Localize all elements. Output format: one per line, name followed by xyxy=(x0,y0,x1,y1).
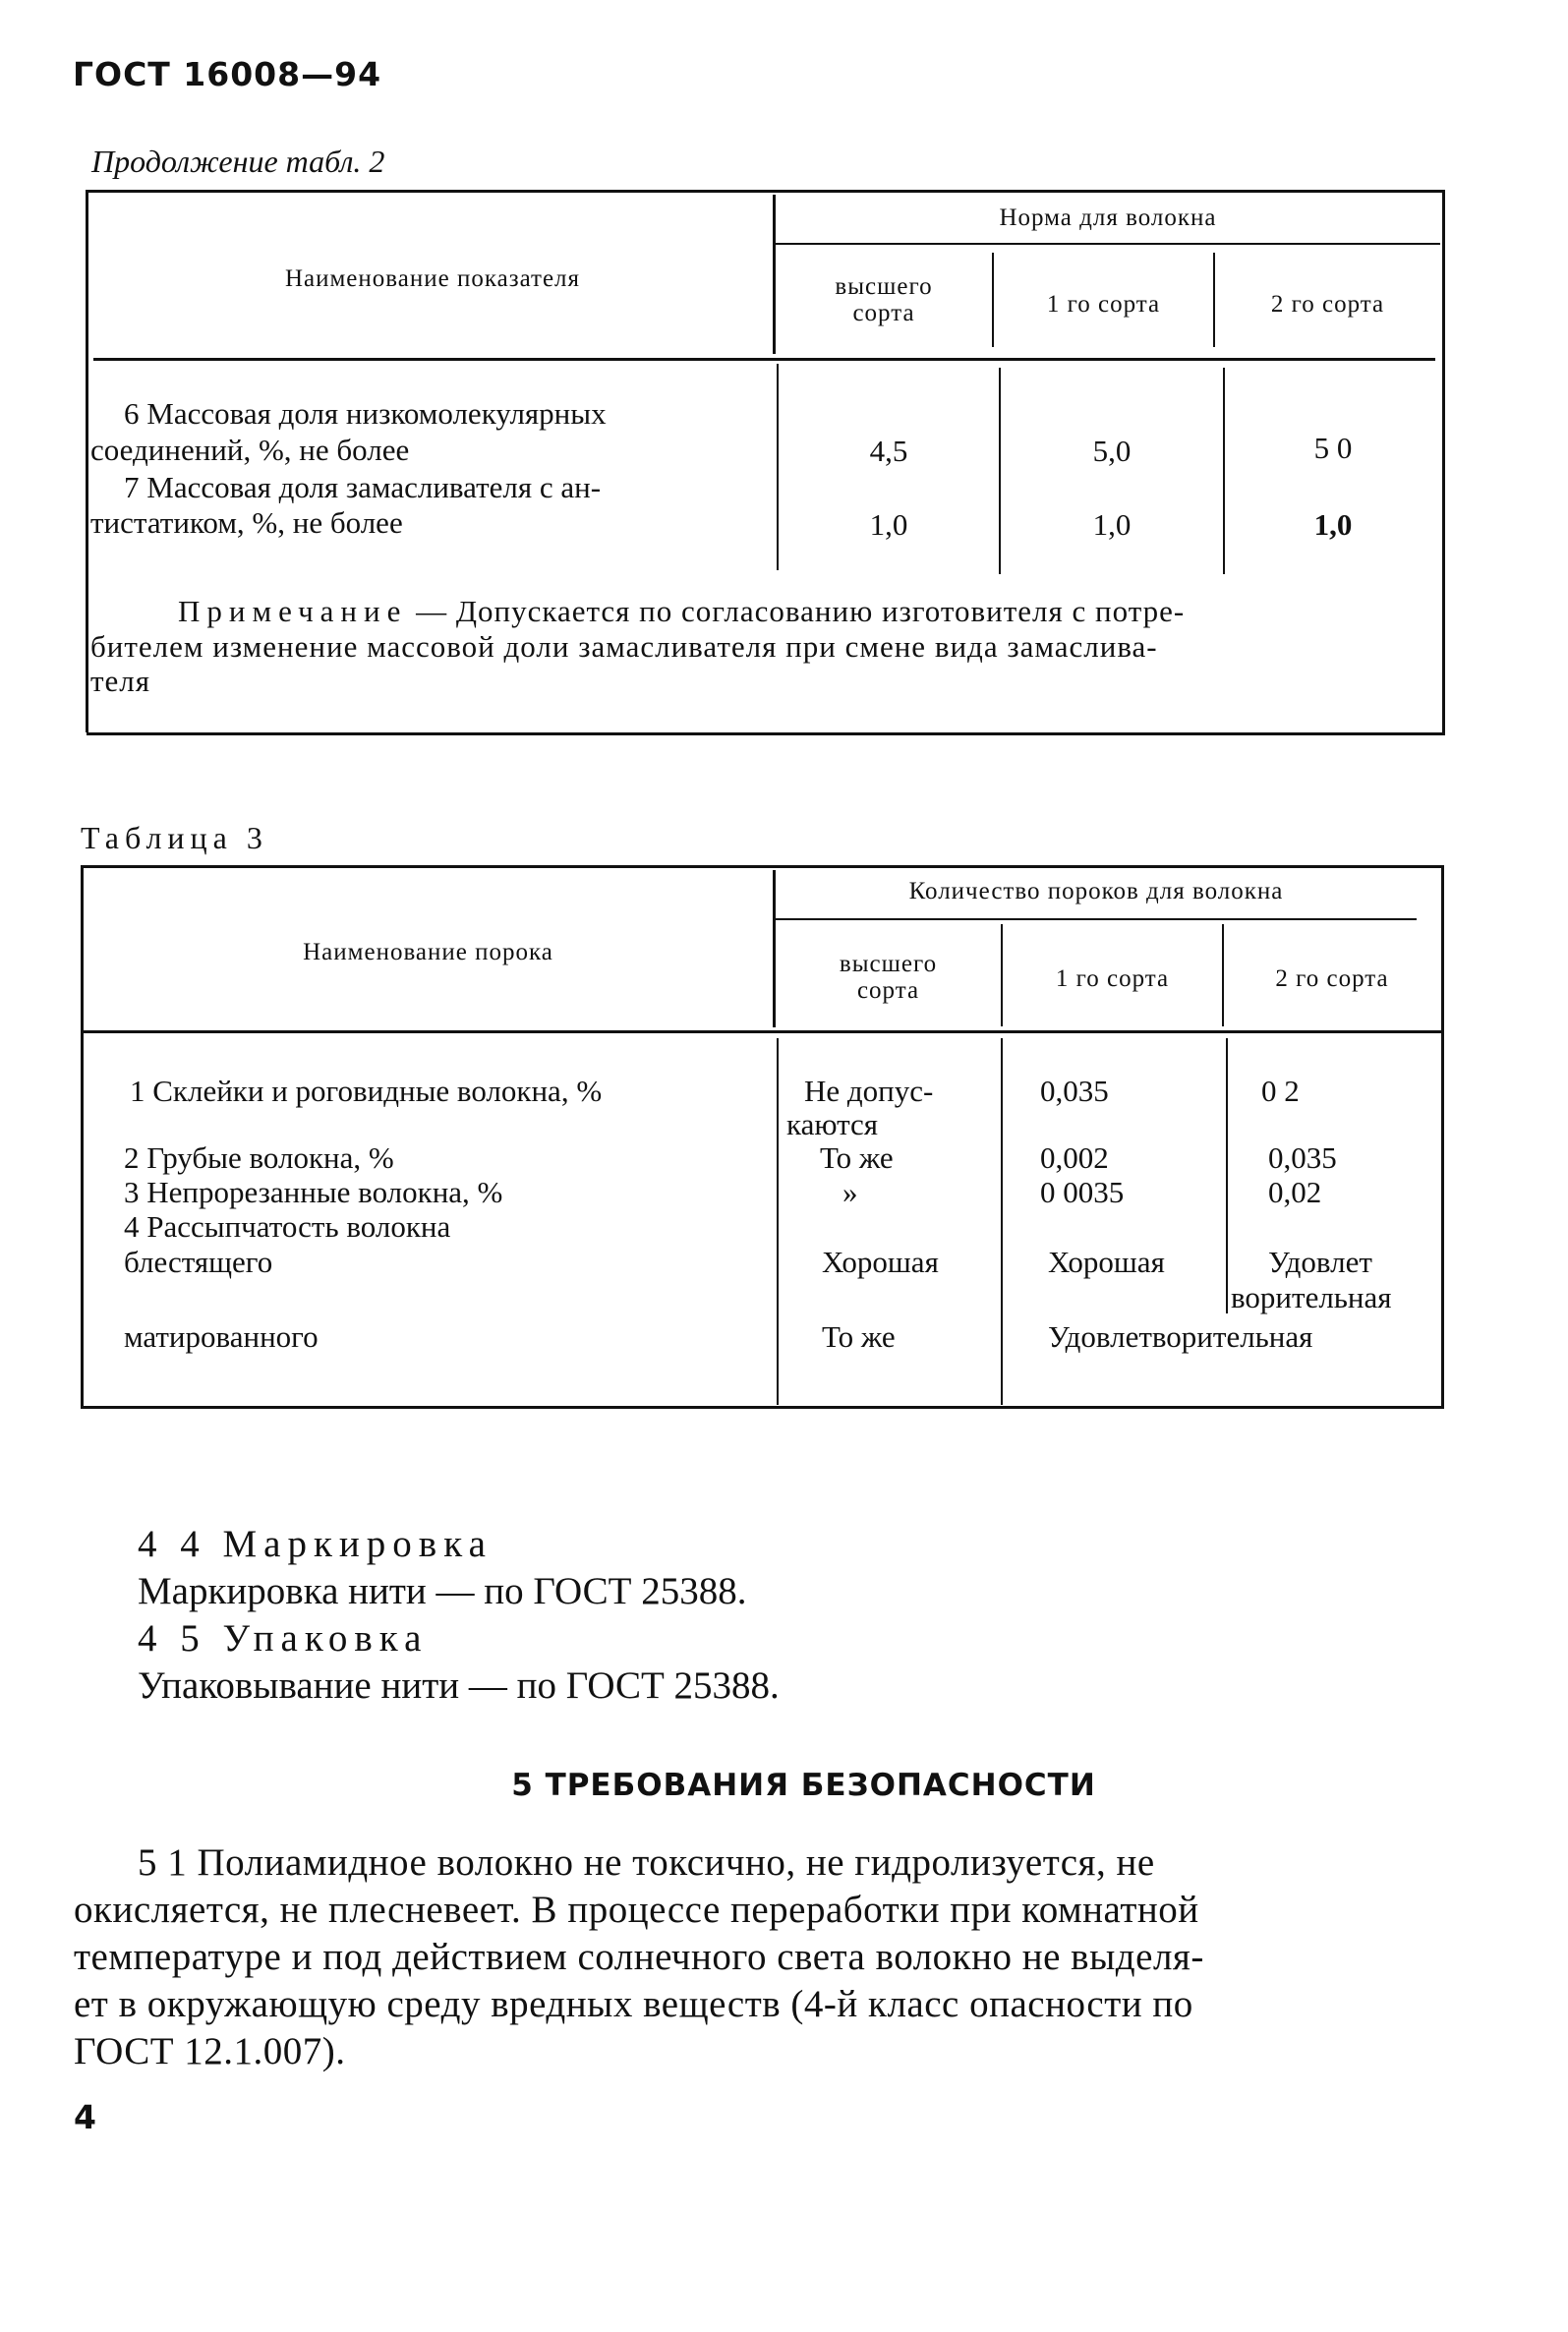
table2-note-line1: Примечание — Допускается по согласованию изготовителя с потре- xyxy=(178,594,1186,628)
table3-header-bottom xyxy=(81,1030,1441,1033)
table2-note-line2: бителем изменение массовой доли замасливателя при смене вида замаслива- xyxy=(90,629,1158,664)
table3-row3-name: 3 Непрорезанные волокна, % xyxy=(124,1175,503,1209)
table3-row3-grade1: 0 0035 xyxy=(1040,1175,1125,1209)
table2-row7-name-line1: 7 Массовая доля замасливателя с ан- xyxy=(124,470,602,504)
table2-note-line3: теля xyxy=(90,664,151,698)
table3-row4b-highest: То же xyxy=(822,1319,896,1354)
table2-row6-highest: 4,5 xyxy=(869,434,908,468)
table3-row2-name: 2 Грубые волокна, % xyxy=(124,1140,394,1175)
section-4-4-text: Маркировка нити — по ГОСТ 25388. xyxy=(138,1570,747,1612)
table2-row6-name-line2: соединений, %, не более xyxy=(90,433,410,467)
table3-row4b-name: матированного xyxy=(124,1319,319,1354)
table3-group-header: Количество пороков для волокна xyxy=(908,878,1284,904)
table2-group-underline xyxy=(776,243,1440,245)
table3-row4a-name: блестящего xyxy=(124,1245,273,1279)
table3-body-divider-2 xyxy=(1226,1038,1228,1313)
section-4-4-title-text: 4 4 Маркировка xyxy=(138,1523,493,1565)
section-5-1-line3: температуре и под действием солнечного света волокно не выделя- xyxy=(74,1936,1204,1978)
table3-col-grade2: 2 го сорта xyxy=(1275,965,1389,992)
table2-continuation-label: Продолжение табл. 2 xyxy=(91,144,385,179)
table3-row4a-grade2-line1: Удовлет xyxy=(1268,1245,1372,1279)
section-5-1-line5: ГОСТ 12.1.007). xyxy=(74,2030,346,2072)
table3-body-divider-0 xyxy=(777,1038,779,1405)
table2-col-name-header: Наименование показателя xyxy=(284,265,581,292)
section-5-1-line4: ет в окружающую среду вредных веществ (4-й класс опасности по xyxy=(74,1983,1193,2025)
table3-row1-name: 1 Склейки и роговидные волокна, % xyxy=(130,1074,603,1108)
table2-col-highest-line2: сорта xyxy=(852,300,915,326)
table3-caption: Таблица 3 xyxy=(81,820,268,855)
table3-row4a-grade2-line2: ворительная xyxy=(1231,1280,1392,1314)
table2-row6-grade2: 5 0 xyxy=(1313,431,1353,465)
table2-col-highest-line1: высшего xyxy=(835,273,933,300)
table3-row1-highest-line1: Не допус- xyxy=(804,1074,934,1108)
table3-body-divider-1 xyxy=(1001,1038,1003,1405)
table3-col-grade1: 1 го сорта xyxy=(1055,965,1170,992)
table2-row7-grade2: 1,0 xyxy=(1313,507,1353,542)
table3-row4-name: 4 Рассыпчатость волокна xyxy=(124,1209,451,1244)
table3-row4a-grade1: Хорошая xyxy=(1048,1245,1165,1279)
table3-row4b-merged: Удовлетворительная xyxy=(1048,1319,1313,1354)
table3-row3-grade2: 0,02 xyxy=(1268,1175,1322,1209)
table3-col-highest-line2: сорта xyxy=(856,977,920,1004)
table2-header-bottom xyxy=(93,358,1435,361)
table2-col-grade1: 1 го сорта xyxy=(1046,291,1161,318)
table3-row3-highest: » xyxy=(842,1175,858,1209)
table3-row2-grade2: 0,035 xyxy=(1268,1140,1337,1175)
table2-body-divider-1 xyxy=(999,368,1001,574)
section-4-4-title xyxy=(138,1522,493,1566)
section-4-5-title xyxy=(138,1616,428,1661)
table3-row1-grade2: 0 2 xyxy=(1261,1074,1300,1108)
table3-col-highest-line1: высшего xyxy=(839,951,938,977)
table3-row2-highest: То же xyxy=(820,1140,894,1175)
table2-row7-highest: 1,0 xyxy=(869,507,908,542)
table3-top-border xyxy=(81,865,1444,868)
table2-col-grade2: 2 го сорта xyxy=(1270,291,1385,318)
table3-bottom-border xyxy=(81,1406,1444,1409)
table2-top-border xyxy=(87,190,1445,193)
table2-row6-name-line1: 6 Массовая доля низкомолекулярных xyxy=(124,396,607,431)
table3-row1-highest-line2: каются xyxy=(786,1107,879,1141)
table3-col-name-header: Наименование порока xyxy=(303,939,553,965)
section-5-1-line1: 5 1 Полиамидное волокно не токсично, не гидролизуется, не xyxy=(138,1841,1155,1884)
document-id: ГОСТ 16008—94 xyxy=(73,55,382,93)
table2-row7-grade1: 1,0 xyxy=(1092,507,1132,542)
table3-row1-grade1: 0,035 xyxy=(1040,1074,1109,1108)
table2-group-header: Норма для волокна xyxy=(999,204,1217,231)
table2-bottom-border xyxy=(87,732,1445,735)
section-5-title: 5 ТРЕБОВАНИЯ БЕЗОПАСНОСТИ xyxy=(511,1768,1096,1803)
table2-right-border xyxy=(1442,190,1445,732)
section-5-1-line2: окисляется, не плесневеет. В процессе переработки при комнатной xyxy=(74,1889,1199,1931)
table2-row6-grade1: 5,0 xyxy=(1092,434,1132,468)
section-4-5-text: Упаковывание нити — по ГОСТ 25388. xyxy=(138,1664,780,1707)
table3-right-border xyxy=(1441,865,1444,1409)
section-4-5-title-text: 4 5 Упаковка xyxy=(138,1617,429,1660)
table2-row7-name-line2: тистатиком, %, не более xyxy=(90,505,403,540)
table3-row4a-highest: Хорошая xyxy=(822,1245,939,1279)
page-number: 4 xyxy=(74,2098,97,2136)
table2-body-divider-2 xyxy=(1223,368,1225,574)
table3-group-underline xyxy=(776,918,1417,920)
table3-row2-grade1: 0,002 xyxy=(1040,1140,1109,1175)
table2-left-border xyxy=(86,190,88,732)
